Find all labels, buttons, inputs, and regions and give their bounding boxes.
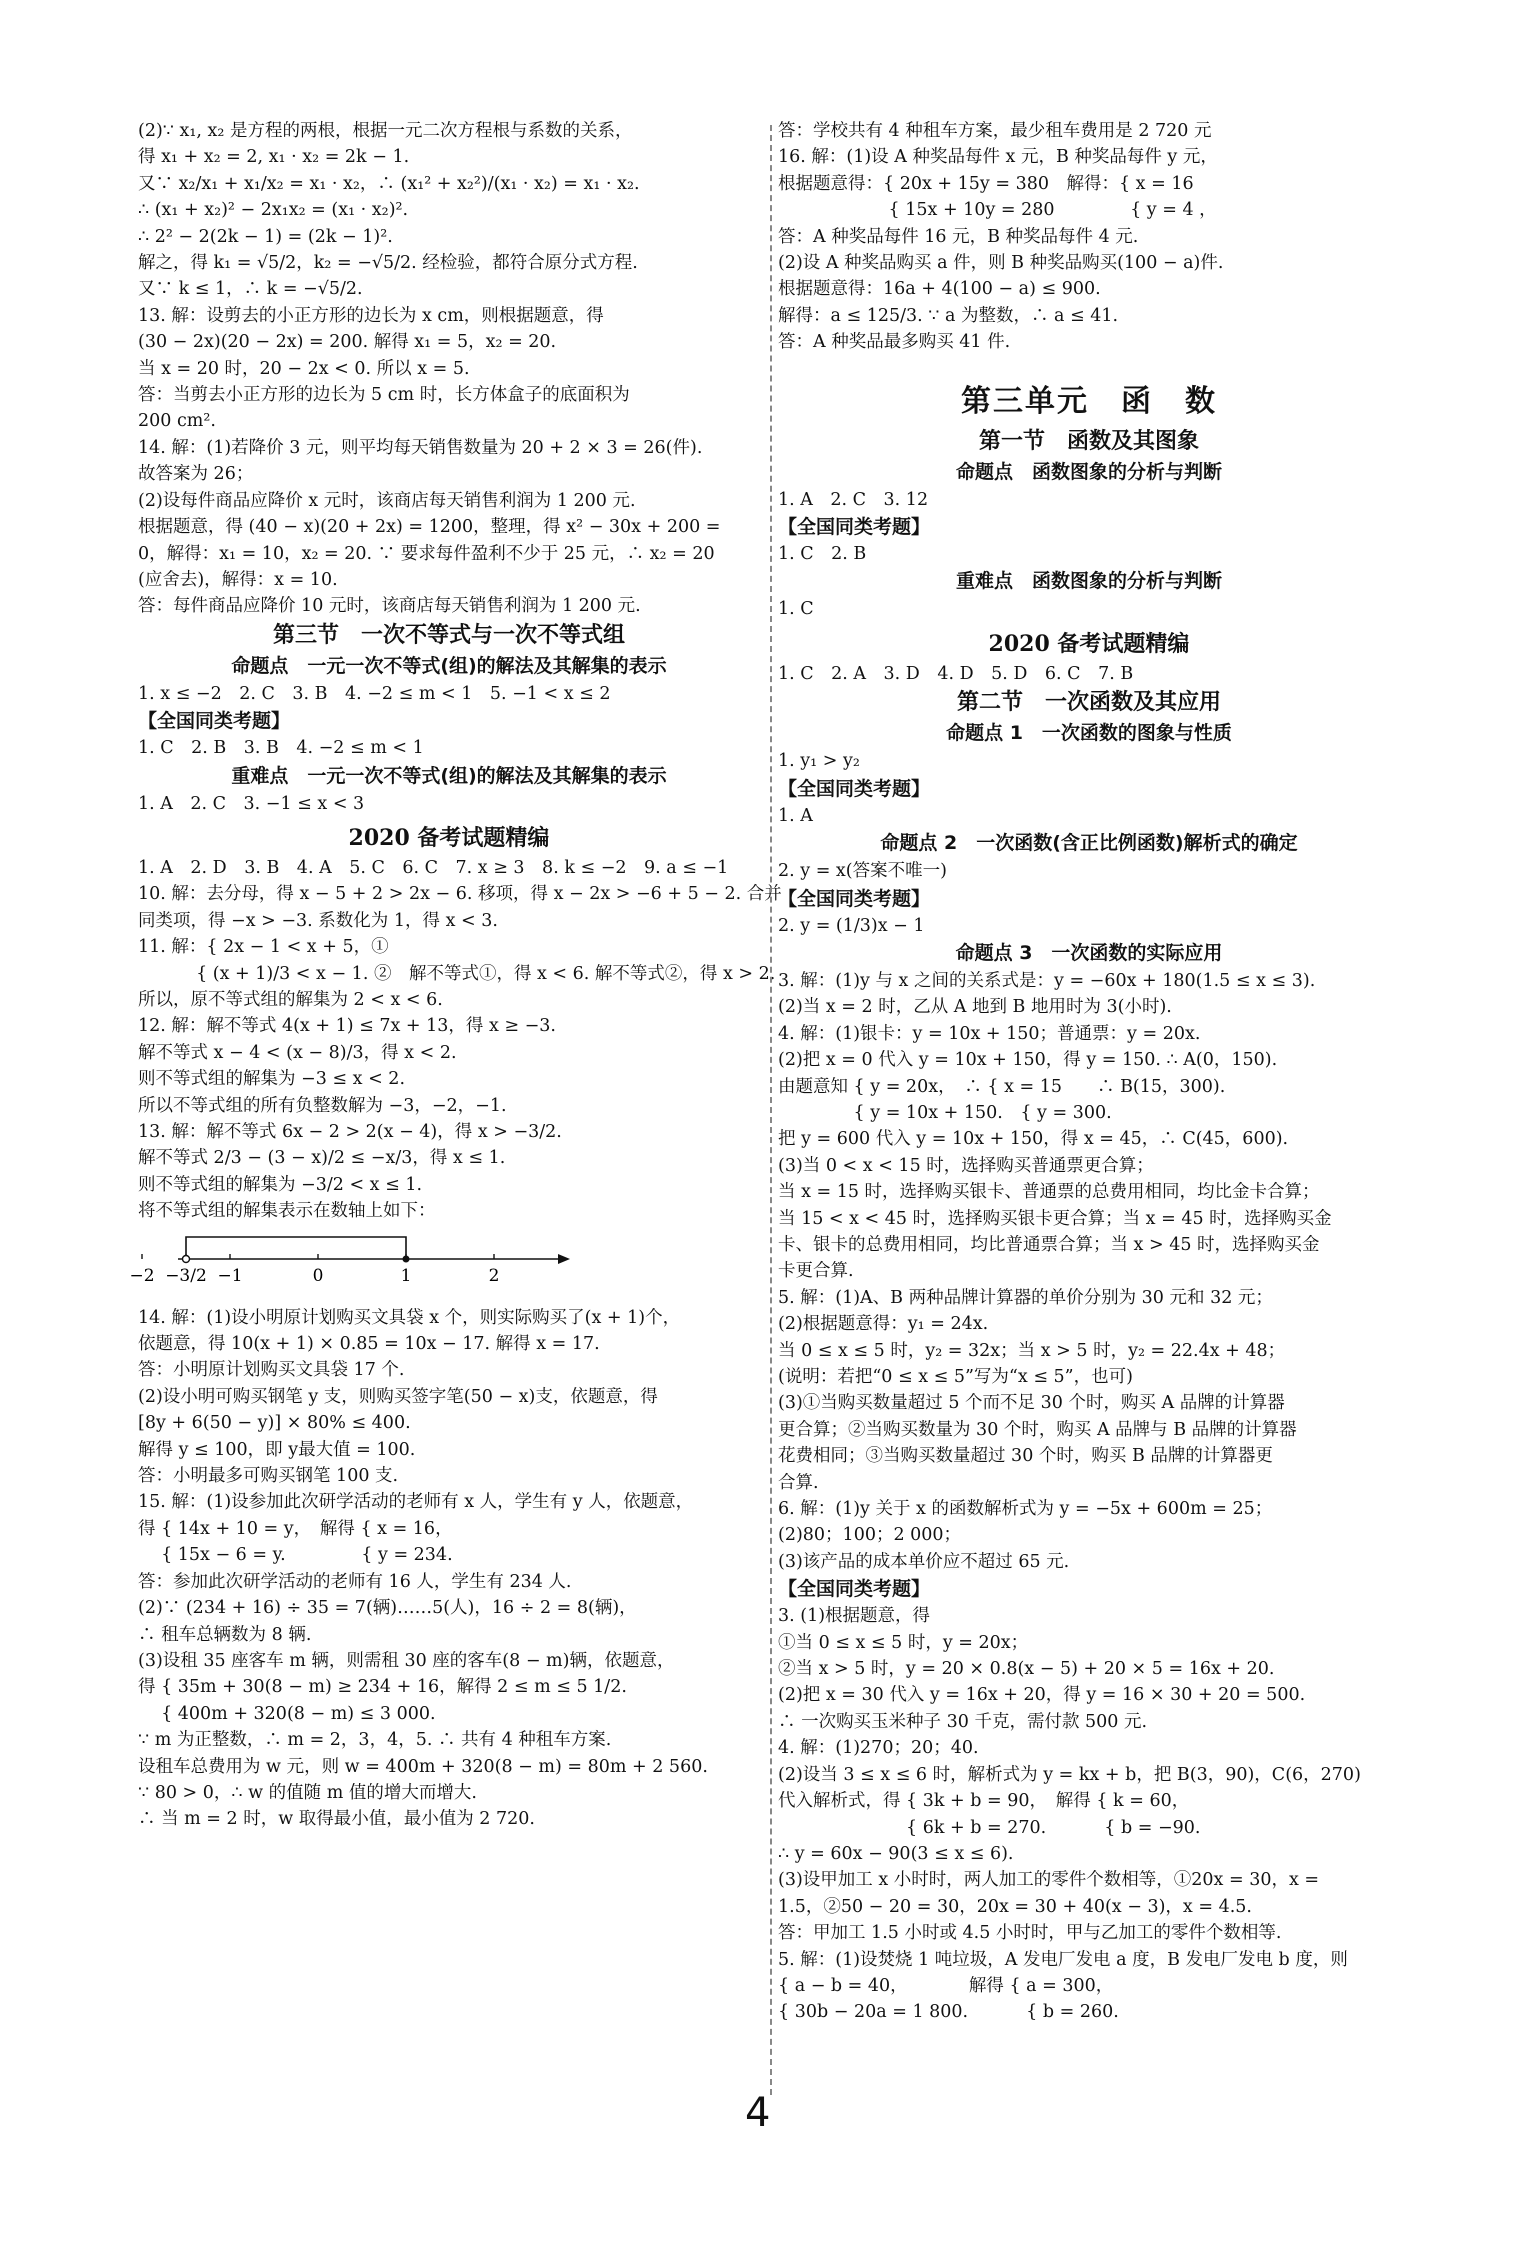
text-line: (30 − 2x)(20 − 2x) = 200. 解得 x₁ = 5，x₂ = 20. [138, 332, 557, 353]
text-line: 解之，得 k₁ = √5/2，k₂ = −√5/2. 经检验，都符合原分式方程. [138, 253, 638, 274]
open-endpoint [183, 1255, 190, 1262]
exam-heading: 2020 备考试题精编 [348, 824, 550, 851]
text-line: 11. 解：{ 2x − 1 < x + 5，① [138, 937, 389, 958]
text-line: (2)设小明可购买钢笔 y 支，则购买签字笔(50 − x)支，依题意，得 [138, 1386, 658, 1407]
text-line: 13. 解：解不等式 6x − 2 > 2(x − 4)，得 x > −3/2. [138, 1122, 562, 1142]
text-line: (2)设 A 种奖品购买 a 件，则 B 种奖品购买(100 − a)件. [778, 253, 1224, 274]
text-line: ∴ 当 m = 2 时，w 取得最小值，最小值为 2 720. [138, 1809, 535, 1830]
topic-heading: 命题点 2 一次函数(含正比例函数)解析式的确定 [880, 832, 1298, 855]
text-line: 1. A 2. C 3. −1 ≤ x < 3 [138, 793, 365, 814]
text-line: 2. y = (1/3)x − 1 [778, 915, 925, 936]
text-line: (2)根据题意得：y₁ = 24x. [778, 1314, 989, 1335]
text-line: 当 x = 15 时，选择购买银卡、普通票的总费用相同，均比金卡合算； [778, 1182, 1320, 1203]
section-heading: 第三节 一次不等式与一次不等式组 [272, 622, 625, 648]
text-line: 又∵ k ≤ 1，∴ k = −√5/2. [138, 279, 363, 300]
text-line: ①当 0 ≤ x ≤ 5 时，y = 20x； [778, 1632, 1029, 1653]
number-line-tick-label: −1 [217, 1265, 243, 1286]
text-line: 200 cm². [138, 411, 216, 432]
text-line: ②当 x > 5 时，y = 20 × 0.8(x − 5) + 20 × 5 = 16x + 20. [778, 1659, 1275, 1680]
text-line: 6. 解：(1)y 关于 x 的函数解析式为 y = −5x + 600m = 25； [778, 1499, 1273, 1520]
text-line: 答：小明原计划购买文具袋 17 个. [138, 1360, 405, 1381]
text-line: 将不等式组的解集表示在数轴上如下： [138, 1201, 436, 1222]
text-line: (2)设当 3 ≤ x ≤ 6 时，解析式为 y = kx + b，把 B(3，90)，C(6，270) [778, 1764, 1361, 1785]
page-number: 4 [745, 2090, 771, 2136]
text-line: 所以不等式组的所有负整数解为 −3，−2，−1. [138, 1095, 507, 1116]
text-line: 4. 解：(1)270；20；40. [778, 1738, 979, 1759]
number-line-tick-label: 0 [312, 1265, 324, 1286]
text-line: 14. 解：(1)设小明原计划购买文具袋 x 个，则实际购买了(x + 1)个， [138, 1307, 681, 1328]
text-line: 5. 解：(1)A、B 两种品牌计算器的单价分别为 30 元和 32 元； [778, 1287, 1273, 1308]
similar-questions-tag: 【全国同类考题】 [778, 1578, 931, 1601]
text-line: 12. 解：解不等式 4(x + 1) ≤ 7x + 13，得 x ≥ −3. [138, 1016, 556, 1037]
text-line: 则不等式组的解集为 −3 ≤ x < 2. [138, 1069, 406, 1090]
text-line: 解不等式 2/3 − (3 − x)/2 ≤ −x/3，得 x ≤ 1. [138, 1148, 506, 1169]
section-heading: 第一节 函数及其图象 [978, 428, 1199, 454]
text-line: (3)设甲加工 x 小时时，两人加工的零件个数相等，①20x = 30，x = [778, 1870, 1320, 1891]
text-line: 解不等式 x − 4 < (x − 8)/3，得 x < 2. [138, 1042, 457, 1063]
text-line: 3. (1)根据题意，得 [778, 1606, 931, 1627]
text-line: 1. C 2. A 3. D 4. D 5. D 6. C 7. B [778, 663, 1134, 684]
text-line: 4. 解：(1)银卡：y = 10x + 150；普通票：y = 20x. [778, 1023, 1201, 1044]
text-line: 答：小明最多可购买钢笔 100 支. [138, 1466, 399, 1487]
text-line: 答：A 种奖品最多购买 41 件. [778, 332, 1011, 353]
text-line: 解得：a ≤ 125/3. ∵ a 为整数，∴ a ≤ 41. [778, 305, 1119, 326]
topic-heading: 命题点 1 一次函数的图象与性质 [946, 722, 1232, 745]
text-line: (3)①当购买数量超过 5 个而不足 30 个时，购买 A 品牌的计算器 [778, 1393, 1285, 1414]
text-line: 答：甲加工 1.5 小时或 4.5 小时时，甲与乙加工的零件个数相等. [778, 1923, 1282, 1944]
text-line: { 15x + 10y = 280 { y = 4 ， [778, 200, 1217, 221]
text-line: ∴ 租车总辆数为 8 辆. [138, 1624, 312, 1645]
text-line: 5. 解：(1)设焚烧 1 吨垃圾，A 发电厂发电 a 度，B 发电厂发电 b 度，则 [778, 1949, 1348, 1970]
text-line: 卡更合算. [778, 1261, 854, 1282]
text-line: { (x + 1)/3 < x − 1. ② 解不等式①，得 x < 6. 解不等式②，得 x > 2. [138, 963, 776, 984]
text-line: 依题意，得 10(x + 1) × 0.85 = 10x − 17. 解得 x = 17. [138, 1334, 600, 1355]
number-line [129, 1231, 760, 1301]
text-line: (2)当 x = 2 时，乙从 A 地到 B 地用时为 3(小时). [778, 997, 1172, 1018]
topic-heading: 重难点 函数图象的分析与判断 [955, 570, 1222, 593]
column-divider [770, 125, 772, 2095]
text-line: 0，解得：x₁ = 10，x₂ = 20. ∵ 要求每件盈利不少于 25 元，∴ x₂ = 20 [138, 543, 715, 564]
topic-heading: 命题点 函数图象的分析与判断 [955, 460, 1222, 483]
text-line: 同类项，得 −x > −3. 系数化为 1，得 x < 3. [138, 910, 498, 931]
text-line: 答：A 种奖品每件 16 元，B 种奖品每件 4 元. [778, 226, 1139, 247]
text-line: { a − b = 40， 解得 { a = 300， [778, 1975, 1114, 1996]
text-line: 合算. [778, 1472, 819, 1493]
topic-heading: 命题点 一元一次不等式(组)的解法及其解集的表示 [231, 654, 667, 677]
text-line: 当 15 < x < 45 时，选择购买银卡更合算；当 x = 45 时，选择购买金 [778, 1208, 1332, 1229]
section-heading: 第二节 一次函数及其应用 [956, 690, 1221, 716]
text-line: (2)把 x = 30 代入 y = 16x + 20，得 y = 16 × 30 + 20 = 500. [778, 1685, 1306, 1706]
text-line: 答：学校共有 4 种租车方案，最少租车费用是 2 720 元 [778, 121, 1212, 141]
similar-questions-tag: 【全国同类考题】 [778, 777, 931, 800]
text-line: (2)∵ x₁, x₂ 是方程的两根，根据一元二次方程根与系数的关系， [138, 121, 633, 141]
text-line: { y = 10x + 150. { y = 300. [778, 1102, 1112, 1123]
text-line: (说明：若把“0 ≤ x ≤ 5”写为“x ≤ 5”，也可) [778, 1367, 1133, 1387]
text-line: 代入解析式，得 { 3k + b = 90， 解得 { k = 60， [778, 1791, 1190, 1812]
text-line: 14. 解：(1)若降价 3 元，则平均每天销售数量为 20 + 2 × 3 = 26(件). [138, 437, 703, 458]
topic-heading: 重难点 一元一次不等式(组)的解法及其解集的表示 [231, 764, 667, 787]
text-line: ∵ 80 > 0，∴ w 的值随 m 值的增大而增大. [138, 1782, 477, 1803]
text-line: 得 x₁ + x₂ = 2, x₁ · x₂ = 2k − 1. [138, 147, 410, 168]
text-line: 15. 解：(1)设参加此次研学活动的老师有 x 人，学生有 y 人，依题意， [138, 1492, 694, 1513]
text-line: 1. A 2. D 3. B 4. A 5. C 6. C 7. x ≥ 3 8. k ≤ −2 9. a ≤ −1 [138, 857, 729, 878]
text-line: 故答案为 26； [138, 464, 254, 485]
text-line: 1. C 2. B 3. B 4. −2 ≤ m < 1 [138, 738, 424, 759]
text-line: (3)该产品的成本单价应不超过 65 元. [778, 1551, 1070, 1572]
text-line: 答：参加此次研学活动的老师有 16 人，学生有 234 人. [138, 1571, 572, 1592]
text-line: 3. 解：(1)y 与 x 之间的关系式是：y = −60x + 180(1.5 ≤ x ≤ 3). [778, 970, 1316, 991]
text-line: ∴ (x₁ + x₂)² − 2x₁x₂ = (x₁ · x₂)². [138, 200, 409, 221]
number-line-tick-label: 1 [400, 1265, 412, 1286]
text-line: 解得 y ≤ 100，即 y最大值 = 100. [138, 1439, 416, 1460]
text-line: { 6k + b = 270. { b = −90. [778, 1817, 1201, 1838]
text-line: (2)80；100；2 000； [778, 1525, 962, 1546]
text-line: ∵ m 为正整数，∴ m = 2，3，4，5. ∴ 共有 4 种租车方案. [138, 1730, 612, 1751]
text-line: 10. 解：去分母，得 x − 5 + 2 > 2x − 6. 移项，得 x − 2x > −6 + 5 − 2. 合并 [138, 884, 782, 905]
similar-questions-tag: 【全国同类考题】 [778, 516, 931, 539]
text-line: 2. y = x(答案不唯一) [778, 861, 947, 882]
text-line: 则不等式组的解集为 −3/2 < x ≤ 1. [138, 1174, 423, 1195]
text-line: 1. x ≤ −2 2. C 3. B 4. −2 ≤ m < 1 5. −1 < x ≤ 2 [138, 683, 611, 704]
left-column [129, 118, 782, 1833]
text-line: 1. A [778, 805, 813, 826]
text-line: (3)当 0 < x < 15 时，选择购买普通票更合算； [778, 1155, 1154, 1176]
text-line: ∴ 一次购买玉米种子 30 千克，需付款 500 元. [778, 1711, 1148, 1732]
solution-bracket [186, 1237, 406, 1259]
text-line: 花费相同；③当购买数量超过 30 个时，购买 B 品牌的计算器更 [778, 1446, 1273, 1467]
text-line: 1. C [778, 599, 814, 620]
text-line: [8y + 6(50 − y)] × 80% ≤ 400. [138, 1413, 411, 1434]
text-line: 得 { 14x + 10 = y， 解得 { x = 16， [138, 1518, 453, 1539]
text-line: 16. 解：(1)设 A 种奖品每件 x 元，B 种奖品每件 y 元， [778, 147, 1218, 168]
number-line-svg [129, 1231, 578, 1301]
text-line: 根据题意，得 (40 − x)(20 + 2x) = 1200，整理，得 x² − 30x + 200 = [138, 517, 721, 538]
number-line-arrow [558, 1254, 570, 1264]
number-line-tick-label: −2 [129, 1265, 155, 1286]
unit-heading: 第三单元 函 数 [961, 383, 1217, 419]
text-line: 根据题意得：{ 20x + 15y = 380 解得：{ x = 16 [778, 173, 1194, 194]
similar-questions-tag: 【全国同类考题】 [778, 887, 931, 910]
exam-heading: 2020 备考试题精编 [988, 630, 1190, 657]
text-line: 1.5，②50 − 20 = 30，20x = 30 + 40(x − 3)，x = 4.5. [778, 1896, 1252, 1917]
text-line: 更合算；②当购买数量为 30 个时，购买 A 品牌与 B 品牌的计算器 [778, 1419, 1297, 1440]
text-line: 卡、银卡的总费用相同，均比普通票合算；当 x > 45 时，选择购买金 [778, 1234, 1320, 1255]
closed-endpoint [403, 1255, 410, 1262]
text-line: (应舍去)，解得：x = 10. [138, 569, 338, 590]
text-line: ∴ y = 60x − 90(3 ≤ x ≤ 6). [778, 1843, 1014, 1864]
text-line: (3)设租 35 座客车 m 辆，则需租 30 座的客车(8 − m)辆，依题意， [138, 1650, 675, 1671]
text-line: (2)设每件商品应降价 x 元时，该商店每天销售利润为 1 200 元. [138, 490, 636, 511]
text-line: 当 0 ≤ x ≤ 5 时，y₂ = 32x；当 x > 5 时，y₂ = 22.4x + 48； [778, 1340, 1286, 1361]
right-column [778, 118, 1400, 2026]
number-line-tick-label: −3/2 [165, 1265, 207, 1286]
text-line: { 30b − 20a = 1 800. { b = 260. [778, 2002, 1119, 2023]
text-line: 13. 解：设剪去的小正方形的边长为 x cm，则根据题意，得 [138, 305, 604, 326]
similar-questions-tag: 【全国同类考题】 [138, 710, 291, 733]
text-line: (2)∵ (234 + 16) ÷ 35 = 7(辆)……5(人)，16 ÷ 2 = 8(辆)， [138, 1598, 637, 1619]
text-line: 设租车总费用为 w 元，则 w = 400m + 320(8 − m) = 80m + 2 560. [138, 1756, 708, 1777]
text-line: 所以，原不等式组的解集为 2 < x < 6. [138, 989, 443, 1010]
text-line: 1. C 2. B [778, 544, 867, 565]
text-line: 得 { 35m + 30(8 − m) ≥ 234 + 16，解得 2 ≤ m ≤ 5 1/2. [138, 1677, 627, 1698]
text-line: 当 x = 20 时，20 − 2x < 0. 所以 x = 5. [138, 358, 470, 379]
topic-heading: 命题点 3 一次函数的实际应用 [955, 941, 1223, 964]
text-line: ∴ 2² − 2(2k − 1) = (2k − 1)². [138, 226, 393, 247]
text-line: { 15x − 6 = y. { y = 234. [138, 1545, 453, 1566]
text-line: (2)把 x = 0 代入 y = 10x + 150，得 y = 150. ∴ A(0，150). [778, 1050, 1278, 1071]
text-line: 把 y = 600 代入 y = 10x + 150，得 x = 45，∴ C(45，600). [778, 1129, 1289, 1150]
text-line: 根据题意得：16a + 4(100 − a) ≤ 900. [778, 279, 1101, 300]
text-line: 答：当剪去小正方形的边长为 5 cm 时，长方体盒子的底面积为 [138, 385, 630, 406]
number-line-tick-label: 2 [488, 1265, 500, 1286]
text-line: 由题意知 { y = 20x， ∴ { x = 15 ∴ B(15，300). [778, 1076, 1226, 1097]
text-line: 1. A 2. C 3. 12 [778, 489, 929, 510]
text-line: 1. y₁ > y₂ [778, 751, 860, 772]
text-line: 答：每件商品应降价 10 元时，该商店每天销售利润为 1 200 元. [138, 596, 641, 617]
text-line: 又∵ x₂/x₁ + x₁/x₂ = x₁ · x₂，∴ (x₁² + x₂²)/(x₁ · x₂) = x₁ · x₂. [138, 173, 640, 194]
text-line: { 400m + 320(8 − m) ≤ 3 000. [138, 1703, 436, 1724]
